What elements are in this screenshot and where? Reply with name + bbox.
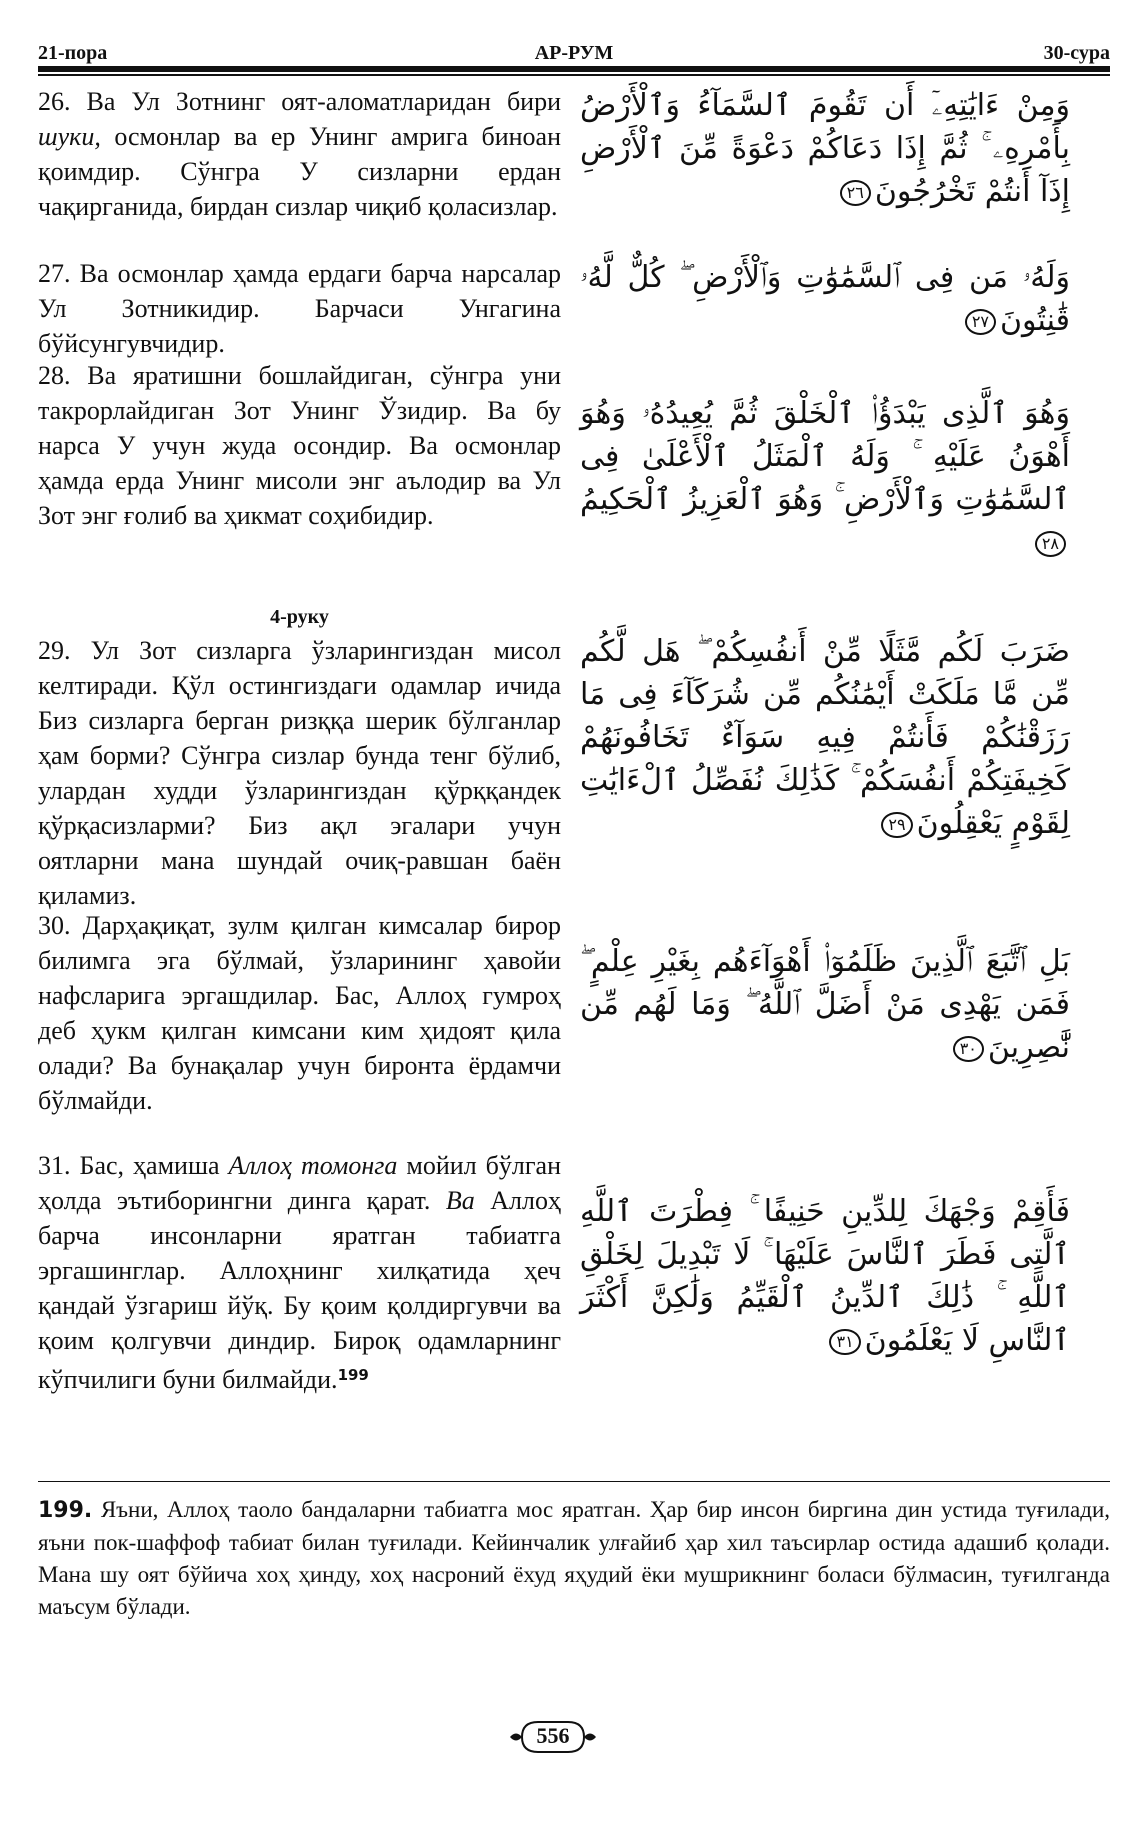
verse-number-marker: ٢٨ [1035, 531, 1066, 557]
footnote-number: 199. [38, 1498, 93, 1523]
verse-emphasis: Ва [445, 1186, 475, 1215]
verse-text: 27. Ва осмонлар ҳамда ердаги барча нарсалар Ул Зотникидир. Барчаси Унгагина бўйсунгувчидир. [38, 259, 561, 358]
footnote [38, 1494, 1110, 1623]
arabic-verse-31 [580, 1190, 1070, 1362]
arabic-text: ضَرَبَ لَكُم مَّثَلًا مِّنْ أَنفُسِكُمْ ۖ هَل لَّكُم مِّن مَّا مَلَكَتْ أَيْمَٰنُكُم مِّن شُرَكَآءَ فِى مَا رَزَقْنَٰكُمْ فَأَنتُمْ فِيهِ سَوَآءٌ تَخَافُونَهُمْ كَخِيفَتِكُمْ أَنفُسَكُمْ ۚ كَذَٰلِكَ نُفَصِّلُ ٱلْءَايَٰتِ لِقَوْمٍ يَعْقِلُونَ [580, 634, 1070, 841]
page-header [38, 38, 1110, 66]
verse-text: Аллоҳ барча инсонларни яратган табиатга эргашинглар. Аллоҳнинг хилқатида ҳеч қандай ўзгариш йўқ. Бу қоим қолдиргувчи ва қоим қолгувчи диндир. Бироқ одамларнинг кўпчилиги буни билмайди. [38, 1186, 561, 1394]
verse-29-translation [38, 633, 561, 913]
surah-title: АР-РУМ [534, 42, 614, 64]
verse-text: 30. Дарҳақиқат, зулм қилган кимсалар бирор билимга эга бўлмай, ўзларининг ҳавойи нафсларига эргашдилар. Бас, Аллоҳ гумроҳ деб ҳукм қилган кимсани ким ҳидоят қила олади? Ва бунақалар учун биронта ёрдамчи бўлмайди. [38, 911, 561, 1115]
verse-text: 31. Бас, ҳамиша [38, 1151, 229, 1180]
arabic-verse-29 [580, 630, 1070, 845]
footnote-rule [38, 1481, 1110, 1482]
verse-number-marker: ٣٠ [953, 1036, 984, 1062]
header-rule-thick [38, 66, 1110, 72]
page-number-ornament [508, 1718, 598, 1756]
footnote-text: Яъни, Аллоҳ таоло бандаларни табиатга мос яратган. Ҳар бир инсон биргина дин устида туғилади, яъни пок-шаффоф табиат билан туғилади. Кейинчалик улғайиб ҳар хил таъсирлар остида адашиб қолади. Мана шу оят бўйича хоҳ ҳинду, хоҳ насроний ёхуд яҳудий ёки мушрикнинг боласи бўлмасин, туғилганда маъсум бўлади. [38, 1497, 1110, 1619]
arabic-verse-28 [580, 392, 1070, 564]
arabic-text: وَمِنْ ءَايَٰتِهِۦٓ أَن تَقُومَ ٱلسَّمَآءُ وَٱلْأَرْضُ بِأَمْرِهِۦ ۚ ثُمَّ إِذَا دَعَاكُمْ دَعْوَةً مِّنَ ٱلْأَرْضِ إِذَآ أَنتُمْ تَخْرُجُونَ [580, 88, 1070, 209]
ruku-label: 4-руку [270, 606, 329, 628]
arabic-verse-30 [580, 940, 1070, 1069]
header-rule-thin [38, 74, 1110, 76]
verse-text: 28. Ва яратишни бошлайдиган, сўнгра уни такрорлайдиган Зот Унинг Ўзидир. Ва бу нарса У учун жуда осондир. Ва осмонлар ҳамда ерда Унинг мисоли энг аълодир ва Ул Зот энг ғолиб ва ҳикмат соҳибидир. [38, 361, 561, 530]
page-number: 556 [536, 1723, 570, 1748]
verse-30-translation [38, 908, 561, 1118]
arabic-verse-27 [580, 256, 1070, 342]
surah-number: 30-сура [1043, 42, 1110, 64]
verse-27-translation [38, 256, 561, 361]
juz-label: 21-пора [38, 42, 108, 64]
verse-text: мойил бўлган ҳолда эътиборингни динга қарат. [38, 1151, 561, 1215]
verse-text: 26. Ва Ул Зотнинг оят-аломатларидан бири [38, 87, 561, 116]
arabic-text: بَلِ ٱتَّبَعَ ٱلَّذِينَ ظَلَمُوٓا۟ أَهْوَآءَهُم بِغَيْرِ عِلْمٍ ۖ فَمَن يَهْدِى مَنْ أَضَلَّ ٱللَّهُ ۖ وَمَا لَهُم مِّن نَّٰصِرِينَ [580, 944, 1070, 1065]
arabic-text: وَهُوَ ٱلَّذِى يَبْدَؤُا۟ ٱلْخَلْقَ ثُمَّ يُعِيدُهُۥ وَهُوَ أَهْوَنُ عَلَيْهِ ۚ وَلَهُ ٱلْمَثَلُ ٱلْأَعْلَىٰ فِى ٱلسَّمَٰوَٰتِ وَٱلْأَرْضِ ۚ وَهُوَ ٱلْعَزِيزُ ٱلْحَكِيمُ [580, 396, 1070, 517]
verse-text: 29. Ул Зот сизларга ўзларингиздан мисол келтиради. Қўл остингиздаги одамлар ичида Биз сизларга берган ризққа шерик бўлганлар ҳам борми? Сўнгра сизлар бунда тенг бўлиб, улардан худди ўзларингиздан қўрққандек қўрқасизларми? Биз ақл эгалари учун оятларни мана шундай очиқ-равшан баён қиламиз. [38, 636, 561, 910]
verse-number-marker: ٣١ [829, 1329, 860, 1355]
arabic-text: وَلَهُۥ مَن فِى ٱلسَّمَٰوَٰتِ وَٱلْأَرْضِ ۖ كُلٌّ لَّهُۥ قَٰنِتُونَ [580, 260, 1070, 338]
verse-28-translation [38, 358, 561, 533]
verse-number-marker: ٢٩ [881, 812, 912, 838]
verse-26-translation [38, 84, 561, 224]
footnote-ref: 199 [337, 1366, 369, 1384]
verse-number-marker: ٢٧ [965, 309, 996, 335]
verse-emphasis: Аллоҳ томонга [228, 1151, 398, 1180]
verse-number-marker: ٢٦ [840, 180, 871, 206]
verse-text: осмонлар ва ер Унинг амрига биноан қоимдир. Сўнгра У сизларни ердан чақирганида, бирдан сизлар чиқиб қоласизлар. [38, 122, 561, 221]
verse-31-translation [38, 1148, 561, 1397]
verse-emphasis: шуки, [38, 122, 101, 151]
arabic-verse-26 [580, 84, 1070, 213]
arabic-text: فَأَقِمْ وَجْهَكَ لِلدِّينِ حَنِيفًا ۚ فِطْرَتَ ٱللَّهِ ٱلَّتِى فَطَرَ ٱلنَّاسَ عَلَيْهَا ۚ لَا تَبْدِيلَ لِخَلْقِ ٱللَّهِ ۚ ذَٰلِكَ ٱلدِّينُ ٱلْقَيِّمُ وَلَٰكِنَّ أَكْثَرَ ٱلنَّاسِ لَا يَعْلَمُونَ [580, 1194, 1070, 1358]
